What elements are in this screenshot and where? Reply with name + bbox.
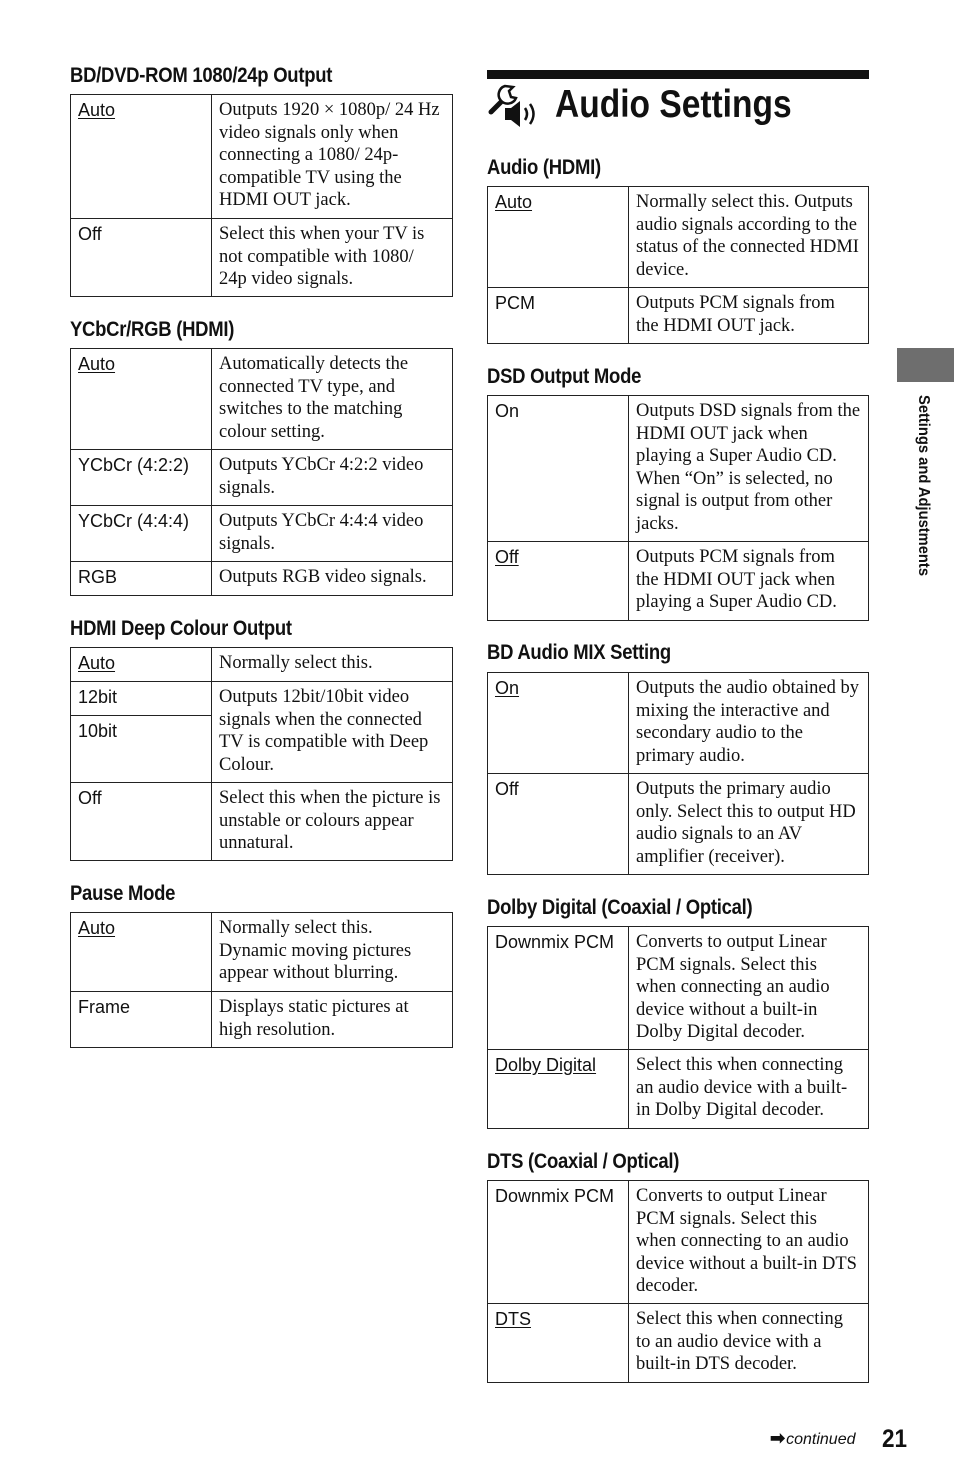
table-row [71, 95, 453, 219]
option-key: Off [71, 783, 212, 861]
page-number: 21 [882, 1425, 908, 1453]
option-key: Auto [78, 354, 116, 374]
table-row [71, 450, 453, 506]
arrow-right-icon: ➡ [770, 1428, 786, 1448]
option-description: Select this when the picture is unstable or colours appear unnatural. [212, 783, 453, 861]
option-description: Select this when connecting an audio device with a built-in Dolby Digital decoder. [629, 1050, 869, 1129]
table-row [488, 542, 869, 621]
table-row [488, 396, 869, 542]
option-key: Frame [71, 992, 212, 1048]
page-title: Audio Settings [555, 83, 792, 126]
table-row [71, 992, 453, 1048]
table-bd-audio-mix-setting [487, 672, 869, 875]
option-key: Off [71, 219, 212, 297]
table-row [488, 187, 869, 288]
section-title-hdmi-deep-colour-output: HDMI Deep Colour Output [70, 617, 292, 640]
option-key: PCM [488, 288, 629, 344]
table-row [71, 506, 453, 562]
option-key: 10bit [71, 716, 212, 783]
option-description: Outputs RGB video signals. [212, 562, 453, 596]
option-description: Select this when your TV is not compatible with 1080/ 24p video signals. [212, 219, 453, 297]
option-key: RGB [71, 562, 212, 596]
table-row [488, 927, 869, 1050]
option-key: Off [488, 774, 629, 875]
option-key: 12bit [71, 682, 212, 716]
option-description: Converts to output Linear PCM signals. Select this when connecting to an audio device without a built-in DTS decoder. [629, 1181, 869, 1304]
table-row [71, 349, 453, 450]
option-description: Outputs the primary audio only. Select this to output HD audio signals to an AV amplifier (receiver). [629, 774, 869, 875]
table-row [71, 219, 453, 297]
section-title-dsd-output-mode: DSD Output Mode [487, 365, 642, 388]
table-dts-coaxial-optical [487, 1180, 869, 1383]
option-description: Outputs 1920 × 1080p/ 24 Hz video signals only when connecting a 1080/ 24p-compatible TV using the HDMI OUT jack. [212, 95, 453, 219]
chapter-tab [897, 348, 954, 382]
option-key: DTS [495, 1309, 531, 1329]
table-dsd-output-mode [487, 395, 869, 621]
table-row [71, 648, 453, 682]
section-title-bd-dvd-rom-1080-24p-output: BD/DVD-ROM 1080/24p Output [70, 64, 333, 87]
table-audio-hdmi [487, 186, 869, 344]
option-key: Dolby Digital [495, 1055, 597, 1075]
option-description: Normally select this. Outputs audio signals according to the status of the connected HDMI device. [629, 187, 869, 288]
option-description: Outputs the audio obtained by mixing the interactive and secondary audio to the primary audio. [629, 673, 869, 774]
table-row [488, 774, 869, 875]
heading-rule [487, 70, 869, 79]
option-description: Automatically detects the connected TV type, and switches to the matching colour setting. [212, 349, 453, 450]
continued-indicator [770, 1428, 855, 1449]
option-description: Displays static pictures at high resolution. [212, 992, 453, 1048]
option-key: Auto [78, 653, 116, 673]
option-key: Auto [78, 100, 116, 120]
option-key: YCbCr (4:4:4) [71, 506, 212, 562]
section-title-dolby-digital-coaxial-optical: Dolby Digital (Coaxial / Optical) [487, 896, 753, 919]
option-description: Converts to output Linear PCM signals. Select this when connecting an audio device without a built-in Dolby Digital decoder. [629, 927, 869, 1050]
section-title-audio-hdmi: Audio (HDMI) [487, 156, 601, 179]
section-title-ycbcr-rgb-hdmi: YCbCr/RGB (HDMI) [70, 318, 235, 341]
option-key: Downmix PCM [488, 927, 629, 1050]
option-key: Downmix PCM [488, 1181, 629, 1304]
continued-text: continued [786, 1431, 856, 1448]
option-key: Auto [495, 192, 533, 212]
option-description: Outputs 12bit/10bit video signals when the connected TV is compatible with Deep Colour. [212, 682, 453, 783]
section-title-dts-coaxial-optical: DTS (Coaxial / Optical) [487, 1150, 680, 1173]
table-row [71, 913, 453, 992]
table-dolby-digital-coaxial-optical [487, 926, 869, 1129]
option-description: Select this when connecting to an audio device with a built-in DTS decoder. [629, 1304, 869, 1383]
option-description: Outputs PCM signals from the HDMI OUT jack when playing a Super Audio CD. [629, 542, 869, 621]
option-key: Off [495, 547, 519, 567]
table-row [71, 682, 453, 716]
table-bd-dvd-rom-1080-24p-output [70, 94, 453, 297]
option-description: Outputs PCM signals from the HDMI OUT jack. [629, 288, 869, 344]
wrench-speaker-icon [487, 82, 545, 133]
table-row [488, 1181, 869, 1304]
chapter-label: Settings and Adjustments [915, 395, 932, 577]
table-ycbcr-rgb-hdmi [70, 348, 453, 596]
table-row [71, 783, 453, 861]
table-row [488, 673, 869, 774]
option-key: YCbCr (4:2:2) [71, 450, 212, 506]
section-title-bd-audio-mix-setting: BD Audio MIX Setting [487, 641, 671, 664]
option-key: Auto [78, 918, 116, 938]
option-description: Outputs YCbCr 4:2:2 video signals. [212, 450, 453, 506]
table-row [488, 288, 869, 344]
table-row [488, 1304, 869, 1383]
table-row [488, 1050, 869, 1129]
table-pause-mode [70, 912, 453, 1048]
table-hdmi-deep-colour-output [70, 647, 453, 861]
option-description: Outputs DSD signals from the HDMI OUT jack when playing a Super Audio CD. When “On” is selected, no signal is output from other jacks. [629, 396, 869, 542]
option-key: On [488, 396, 629, 542]
option-description: Outputs YCbCr 4:4:4 video signals. [212, 506, 453, 562]
option-key: On [495, 678, 520, 698]
table-row [71, 562, 453, 596]
audio-settings-header [487, 70, 869, 130]
option-description: Normally select this. Dynamic moving pictures appear without blurring. [212, 913, 453, 992]
section-title-pause-mode: Pause Mode [70, 882, 176, 905]
option-description: Normally select this. [212, 648, 453, 682]
